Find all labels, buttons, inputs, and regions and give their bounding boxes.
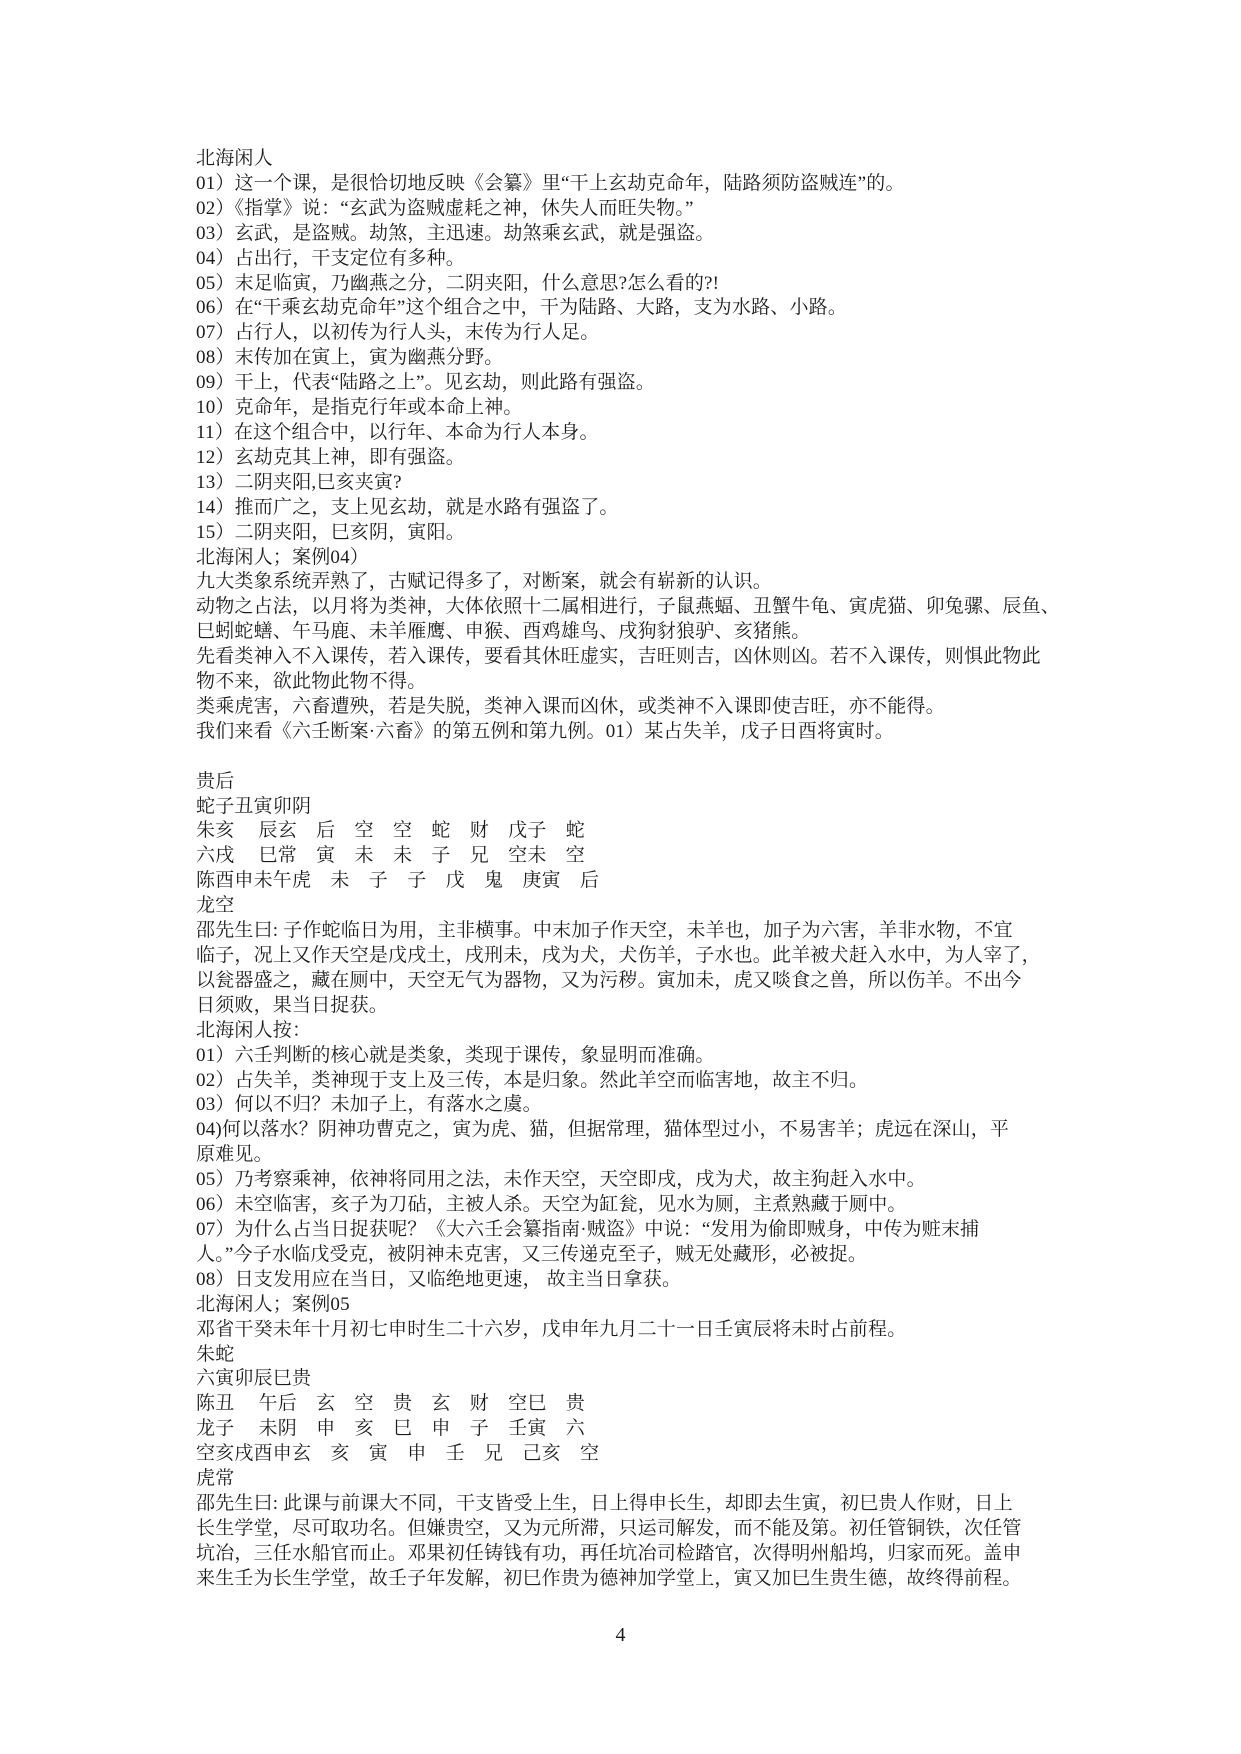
text-line: 六戌 巳常 寅 未 未 子 兄 空未 空 [196, 845, 585, 867]
text-line: 长生学堂，尽可取功名。但嫌贵空，又为元所滞，只运司解发，而不能及第。初任管铜铁，次任管 [196, 1517, 1022, 1539]
text-line: 以瓮器盛之，藏在厕中，天空无气为器物，又为污秽。寅加未，虎又啖食之兽，所以伤羊。不出今 [196, 969, 1022, 991]
text-line: 04)何以落水？阴神功曹克之，寅为虎、猫，但据常理，猫体型过小，不易害羊；虎远在深山，平 [196, 1119, 1010, 1141]
text-line: 02）占失羊，类神现于支上及三传，本是归象。然此羊空而临害地，故主不归。 [196, 1069, 869, 1091]
text-line: 朱亥 辰玄 后 空 空 蛇 财 戊子 蛇 [196, 820, 585, 842]
text-line: 动物之占法，以月将为类神，大体依照十二属相进行，子鼠燕蝠、丑蟹牛龟、寅虎猫、卯兔骡、辰鱼、 [196, 596, 1061, 618]
blank-line [196, 745, 1086, 770]
text-line: 15）二阴夹阳，巳亥阴，寅阳。 [196, 521, 466, 543]
text-line: 02）《指掌》说：“玄武为盗贼虚耗之神，休失人而旺失物。” [196, 197, 694, 219]
text-line: 物不来，欲此物此物不得。 [196, 671, 427, 693]
text-line: 03）何以不归？未加子上，有落水之虞。 [196, 1094, 542, 1116]
text-line: 03）玄武，是盗贼。劫煞，主迅速。劫煞乘玄武，就是强盗。 [196, 222, 715, 244]
text-line: 13）二阴夹阳,巳亥夹寅? [196, 471, 402, 493]
text-line: 蛇子丑寅卯阴 [196, 795, 312, 817]
text-line: 先看类神入不入课传，若入课传，要看其休旺虚实，吉旺则吉，凶休则凶。若不入课传，则惧此物此 [196, 646, 1041, 668]
text-line: 07）占行人，以初传为行人头，末传为行人足。 [196, 322, 600, 344]
text-line: 坑冶，三任水船官而止。邓果初任铸钱有功，再任坑冶司检踏官，次得明州船坞，归家而死。盖申 [196, 1542, 1022, 1564]
text-line: 08）末传加在寅上，寅为幽燕分野。 [196, 347, 504, 369]
text-line: 北海闲人按： [196, 1019, 312, 1041]
text-line: 原难见。 [196, 1144, 273, 1166]
text-line: 空亥戌酉申玄 亥 寅 申 壬 兄 己亥 空 [196, 1443, 600, 1465]
text-line: 人。”今子水临戊受克，被阴神未克害，又三传递克至子，贼无处藏形，必被捉。 [196, 1243, 868, 1265]
text-line: 01）这一个课，是很恰切地反映《会纂》里“干上玄劫克命年，陆路须防盗贼连”的。 [196, 172, 905, 194]
text-line: 我们来看《六壬断案·六畜》的第五例和第九例。01）某占失羊，戊子日酉将寅时。 [196, 720, 894, 742]
text-line: 05）乃考察乘神，依神将同用之法，未作天空，天空即戌，戌为犬，故主狗赶入水中。 [196, 1169, 926, 1191]
document-body [196, 147, 1086, 1592]
text-line: 01）六壬判断的核心就是类象，类现于课传，象显明而准确。 [196, 1044, 715, 1066]
text-line: 邓省干癸未年十月初七申时生二十六岁，戊申年九月二十一日壬寅辰将未时占前程。 [196, 1318, 907, 1340]
text-line: 贵后 [196, 770, 235, 792]
text-line: 巳蚓蛇蟮、午马鹿、未羊雁鹰、申猴、酉鸡雄鸟、戌狗豺狼驴、亥猪熊。 [196, 621, 811, 643]
text-line: 05）末足临寅，乃幽燕之分，二阴夹阳，什么意思?怎么看的?! [196, 272, 720, 294]
text-line: 虎常 [196, 1468, 235, 1490]
text-line: 08）日支发用应在当日，又临绝地更速， 故主当日拿获。 [196, 1268, 682, 1290]
text-line: 北海闲人；案例04） [196, 546, 370, 568]
text-line: 朱蛇 [196, 1343, 235, 1365]
page-number: 4 [615, 1624, 626, 1646]
text-line: 九大类象系统弄熟了，古赋记得多了，对断案，就会有崭新的认识。 [196, 571, 773, 593]
text-line: 北海闲人；案例05 [196, 1293, 350, 1315]
text-line: 龙子 未阴 申 亥 巳 申 子 壬寅 六 [196, 1418, 585, 1440]
text-line: 邵先生曰: 子作蛇临日为用，主非横事。中末加子作天空，未羊也，加子为六害，羊非水物，不宜 [196, 920, 1013, 942]
text-line: 类乘虎害，六畜遭殃，若是失脱，类神入课而凶休，或类神不入课即使吉旺，亦不能得。 [196, 695, 945, 717]
text-line: 日须败，果当日捉获。 [196, 994, 389, 1016]
text-line: 来生壬为长生学堂，故壬子年发解，初巳作贵为德神加学堂上，寅又加巳生贵生德，故终得前程。 [196, 1567, 1022, 1589]
text-line: 邵先生曰: 此课与前课大不同，干支皆受上生，日上得申长生，却即去生寅，初巳贵人作财，日上 [196, 1492, 1013, 1514]
text-line: 12）玄劫克其上神，即有强盗。 [196, 446, 466, 468]
text-line: 10）克命年，是指克行年或本命上神。 [196, 397, 523, 419]
text-line: 06）未空临害，亥子为刀砧，主被人杀。天空为缸瓮，见水为厕，主煮熟藏于厕中。 [196, 1194, 907, 1216]
text-line: 陈酉申未午虎 未 子 子 戊 鬼 庚寅 后 [196, 870, 600, 892]
text-line: 06）在“干乘玄劫克命年”这个组合之中，干为陆路、大路，支为水路、小路。 [196, 297, 848, 319]
text-line: 07）为什么占当日捉获呢？《大六壬会纂指南·贼盗》中说：“发用为偷即贼身，中传为赃末捕 [196, 1218, 980, 1240]
text-line: 11）在这个组合中，以行年、本命为行人本身。 [196, 421, 599, 443]
text-line: 陈丑 午后 玄 空 贵 玄 财 空巳 贵 [196, 1393, 585, 1415]
text-line: 14）推而广之，支上见玄劫，就是水路有强盗了。 [196, 496, 619, 518]
text-line: 04）占出行，干支定位有多种。 [196, 247, 466, 269]
text-line: 六寅卯辰巳贵 [196, 1368, 312, 1390]
text-line: 北海闲人 [196, 148, 273, 169]
text-line: 临子，况上又作天空是戊戌土，戌刑未，戌为犬，犬伤羊，子水也。此羊被犬赶入水中，为人宰了， [196, 945, 1041, 966]
text-line: 09）干上，代表“陆路之上”。见玄劫，则此路有强盗。 [196, 372, 656, 394]
text-line: 龙空 [196, 895, 235, 917]
